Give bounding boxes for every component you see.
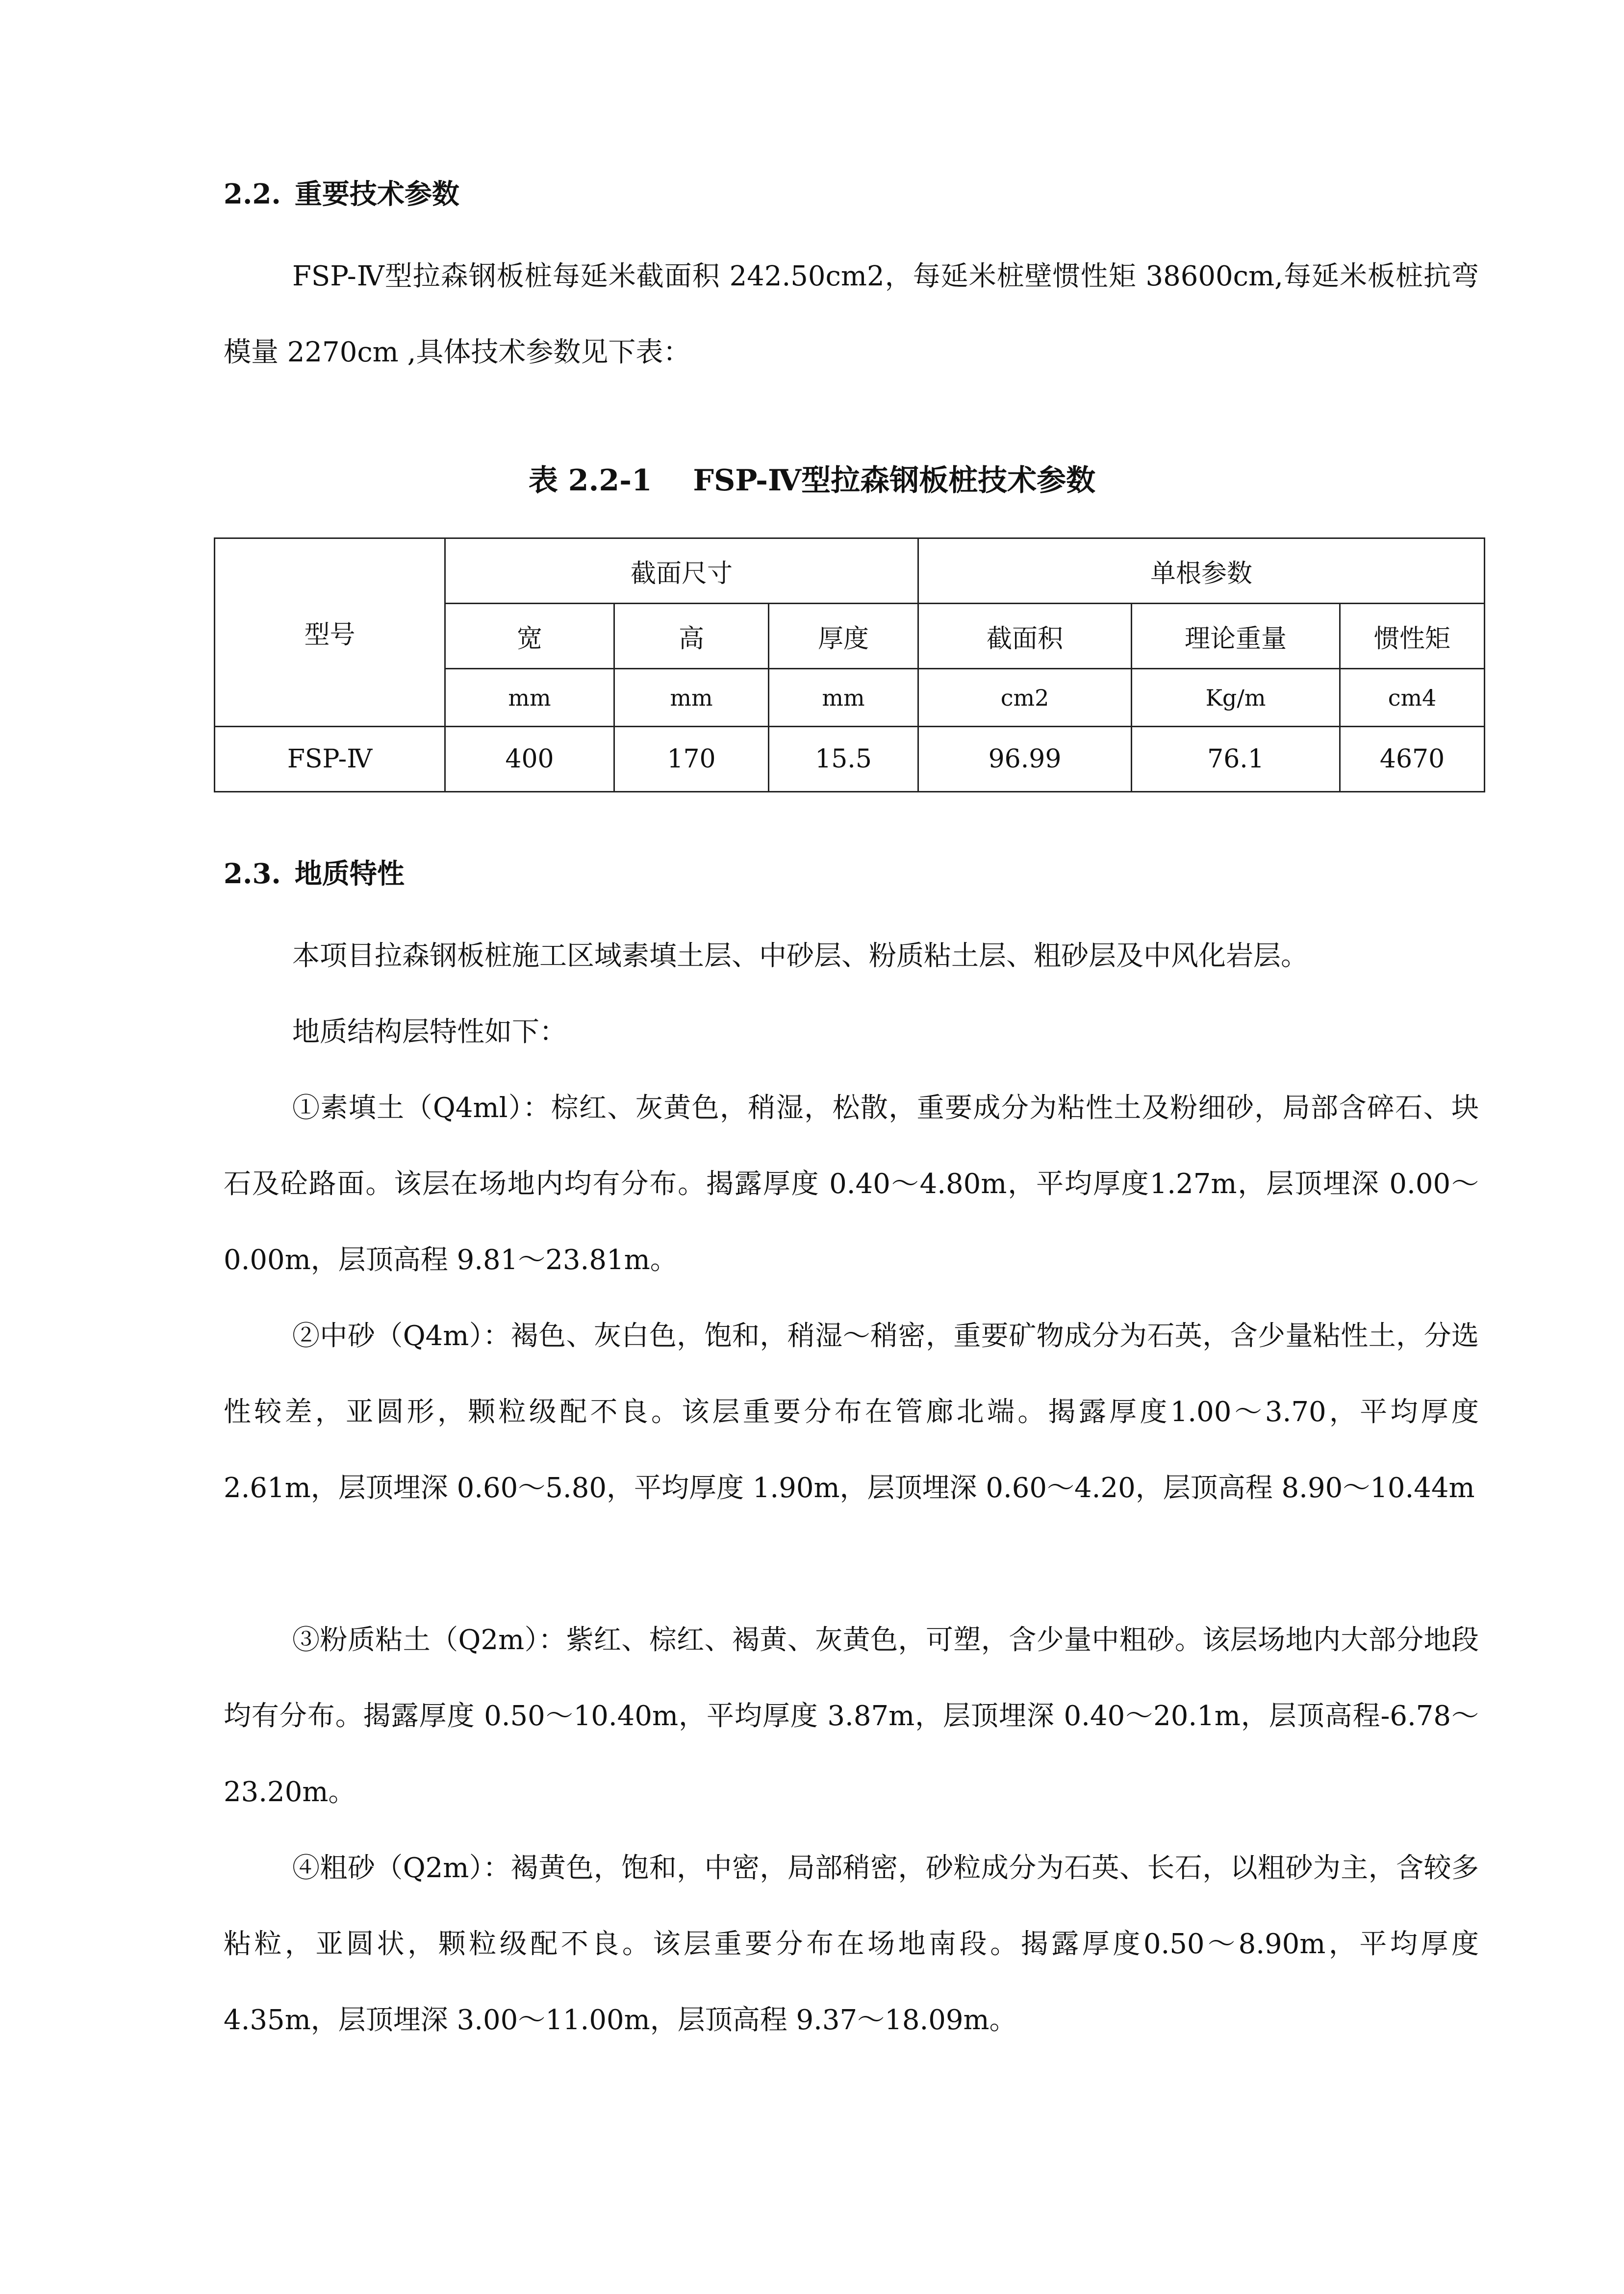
parameters-table: [214, 537, 1485, 792]
table-header-row: [215, 538, 1485, 604]
geology-intro-paragraph: 本项目拉森钢板桩施工区域素填土层、中砂层、粉质粘土层、粗砂层及中风化岩层。: [292, 940, 1308, 972]
section-number: 2.3.: [224, 858, 281, 890]
section-title: 重要技术参数: [294, 178, 459, 210]
unit-weight: Kg/m: [1132, 669, 1340, 727]
cell-width: 400: [445, 727, 614, 792]
layer-3-paragraph: ③粉质粘土（Q2m）：紫红、棕红、褐黄、灰黄色，可塑，含少量中粗砂。该层场地内大部分地段均有分布。揭露厚度 0.50～10.40m，平均厚度 3.87m，层顶埋深 0.40～20.1m，层顶高程-6.78～23.20m。: [224, 1624, 1479, 1808]
cell-height: 170: [614, 727, 769, 792]
header-weight: 理论重量: [1132, 604, 1340, 669]
cell-area: 96.99: [918, 727, 1132, 792]
table-row: [215, 727, 1485, 792]
section-number: 2.2.: [224, 178, 281, 210]
unit-inertia: cm4: [1340, 669, 1485, 727]
cell-weight: 76.1: [1132, 727, 1340, 792]
section-heading-2-2: [224, 175, 459, 214]
header-model: 型号: [215, 538, 445, 727]
section-heading-2-3: [224, 854, 405, 893]
geology-structure-label: 地质结构层特性如下：: [292, 1016, 567, 1048]
header-thickness: 厚度: [769, 604, 918, 669]
section-title: 地质特性: [294, 858, 405, 890]
header-width: 宽: [445, 604, 614, 669]
layer-2-paragraph: ②中砂（Q4m）：褐色、灰白色，饱和，稍湿～稍密，重要矿物成分为石英，含少量粘性土，分选性较差，亚圆形，颗粒级配不良。该层重要分布在管廊北端。揭露厚度1.00～3.70，平均厚度 2.61m，层顶埋深 0.60～5.80，平均厚度 1.90m，层顶埋深 0.60～4.20，层顶高程 8.90～10.44m: [224, 1320, 1479, 1504]
header-section-size: 截面尺寸: [445, 538, 918, 604]
unit-area: cm2: [918, 669, 1132, 727]
header-inertia: 惯性矩: [1340, 604, 1485, 669]
cell-model: FSP-Ⅳ: [215, 727, 445, 792]
header-single-params: 单根参数: [918, 538, 1485, 604]
unit-height: mm: [614, 669, 769, 727]
layer-4-paragraph: ④粗砂（Q2m）：褐黄色，饱和，中密，局部稍密，砂粒成分为石英、长石，以粗砂为主，含较多粘粒，亚圆状，颗粒级配不良。该层重要分布在场地南段。揭露厚度0.50～8.90m，平均厚度 4.35m，层顶埋深 3.00～11.00m，层顶高程 9.37～18.09m。: [224, 1852, 1479, 2036]
unit-width: mm: [445, 669, 614, 727]
header-height: 高: [614, 604, 769, 669]
header-area: 截面积: [918, 604, 1132, 669]
layer-1-paragraph: ①素填土（Q4ml）：棕红、灰黄色，稍湿，松散，重要成分为粘性土及粉细砂，局部含碎石、块石及砼路面。该层在场地内均有分布。揭露厚度 0.40～4.80m，平均厚度1.27m，层顶埋深 0.00～0.00m，层顶高程 9.81～23.81m。: [224, 1092, 1479, 1276]
cell-thickness: 15.5: [769, 727, 918, 792]
table-caption: 表 2.2-1 FSP-Ⅳ型拉森钢板桩技术参数: [528, 463, 1096, 498]
unit-thickness: mm: [769, 669, 918, 727]
section-2-2-paragraph: FSP-Ⅳ型拉森钢板桩每延米截面积 242.50cm2，每延米桩壁惯性矩 38600cm,每延米板桩抗弯模量 2270cm ,具体技术参数见下表：: [224, 260, 1479, 368]
cell-inertia: 4670: [1340, 727, 1485, 792]
